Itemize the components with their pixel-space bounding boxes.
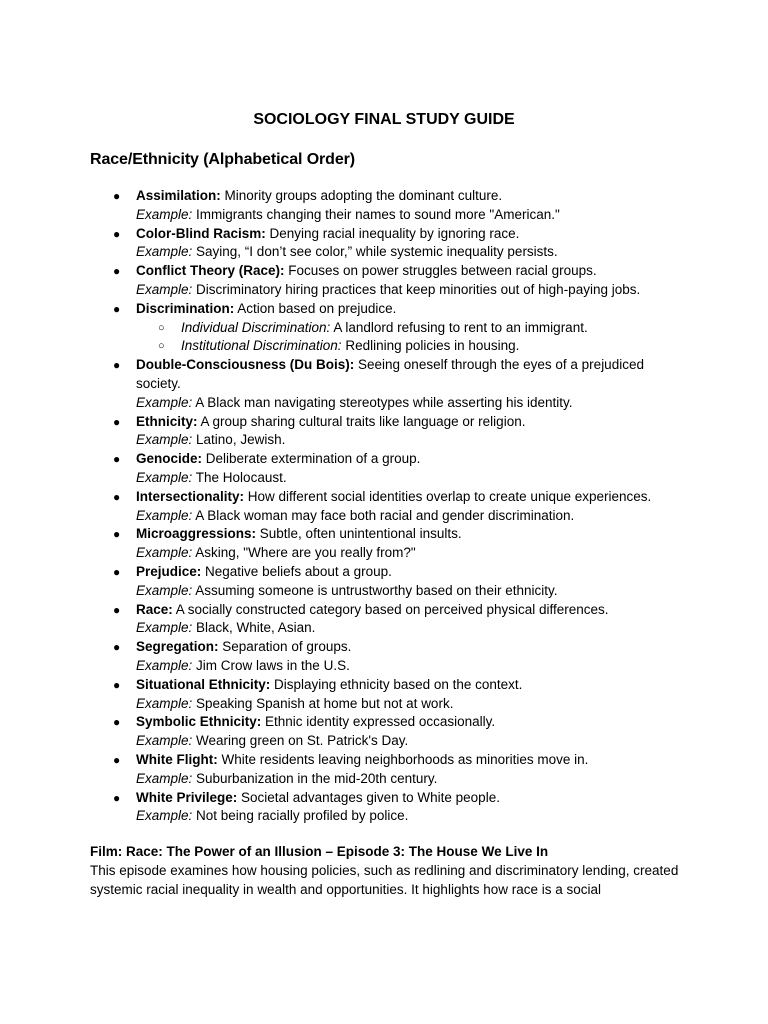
term-definition: Separation of groups. — [218, 639, 352, 655]
term-item — [90, 225, 690, 263]
sub-item-text: A landlord refusing to rent to an immigrant. — [330, 319, 588, 335]
sub-item-text: Redlining policies in housing. — [341, 338, 520, 354]
bullet-icon: ● — [113, 358, 121, 373]
example-label: Example: — [136, 770, 193, 786]
term-definition: Denying racial inequality by ignoring race. — [265, 225, 520, 241]
sub-list — [136, 319, 690, 357]
example-label: Example: — [136, 206, 193, 222]
term-label: Genocide: — [136, 451, 203, 467]
bullet-icon: ● — [113, 489, 121, 504]
example-label: Example: — [136, 582, 193, 598]
term-item — [90, 563, 690, 601]
term-item — [90, 713, 690, 751]
term-label: Discrimination: — [136, 300, 235, 316]
terms-list — [90, 187, 690, 826]
term-item — [90, 601, 690, 639]
term-label: White Flight: — [136, 751, 218, 767]
film-section — [90, 843, 690, 899]
term-item — [90, 751, 690, 789]
term-label: Microaggressions: — [136, 526, 257, 542]
term-item — [90, 789, 690, 827]
term-label: Color-Blind Racism: — [136, 225, 266, 241]
bullet-icon: ● — [113, 677, 121, 692]
example-label: Example: — [136, 281, 193, 297]
bullet-icon: ● — [113, 226, 121, 241]
term-label: Double-Consciousness (Du Bois): — [136, 357, 355, 373]
sub-item-label: Institutional Discrimination: — [181, 338, 342, 354]
term-label: Intersectionality: — [136, 488, 245, 504]
bullet-icon: ● — [113, 752, 121, 767]
example-label: Example: — [136, 244, 193, 260]
bullet-icon: ● — [113, 564, 121, 579]
example-label: Example: — [136, 507, 193, 523]
term-item — [90, 262, 690, 300]
term-definition: How different social identities overlap to create unique experiences. — [244, 488, 652, 504]
term-label: Assimilation: — [136, 188, 221, 203]
term-definition: Displaying ethnicity based on the context. — [270, 676, 523, 692]
term-item — [90, 638, 690, 676]
term-example: Discriminatory hiring practices that keep minorities out of high-paying jobs. — [192, 281, 641, 297]
example-label: Example: — [136, 808, 193, 824]
bullet-icon: ● — [113, 301, 121, 316]
term-example: Latino, Jewish. — [192, 432, 286, 448]
term-item — [90, 356, 690, 412]
term-item — [90, 450, 690, 488]
bullet-icon: ● — [113, 527, 121, 542]
term-label: Symbolic Ethnicity: — [136, 714, 262, 730]
example-label: Example: — [136, 733, 193, 749]
bullet-icon: ● — [113, 189, 121, 203]
bullet-icon: ● — [113, 264, 121, 279]
term-item — [90, 488, 690, 526]
term-definition: Ethnic identity expressed occasionally. — [261, 714, 496, 730]
example-label: Example: — [136, 620, 193, 636]
term-item — [90, 187, 690, 225]
sub-item — [136, 319, 690, 338]
term-label: Situational Ethnicity: — [136, 676, 271, 692]
term-definition: Subtle, often unintentional insults. — [256, 526, 462, 542]
term-example: Jim Crow laws in the U.S. — [192, 657, 350, 673]
term-example: Suburbanization in the mid-20th century. — [192, 770, 438, 786]
circle-bullet-icon: ○ — [158, 321, 165, 334]
term-example: Speaking Spanish at home but not at work. — [192, 695, 454, 711]
term-definition: Negative beliefs about a group. — [201, 563, 392, 579]
term-label: Prejudice: — [136, 563, 202, 579]
example-label: Example: — [136, 432, 193, 448]
bullet-icon: ● — [113, 640, 121, 655]
term-example: Asking, "Where are you really from?" — [192, 545, 416, 561]
term-item — [90, 300, 690, 356]
term-example: A Black woman may face both racial and gender discrimination. — [192, 507, 575, 523]
example-label: Example: — [136, 469, 193, 485]
sub-item — [136, 337, 690, 356]
term-item — [90, 525, 690, 563]
term-example: Not being racially profiled by police. — [192, 808, 409, 824]
term-example: Assuming someone is untrustworthy based on their ethnicity. — [192, 582, 558, 598]
term-definition: White residents leaving neighborhoods as minorities move in. — [217, 751, 589, 767]
example-label: Example: — [136, 695, 193, 711]
bullet-icon: ● — [113, 452, 121, 467]
term-definition: A group sharing cultural traits like language or religion. — [197, 413, 526, 429]
term-definition: Seeing oneself through the eyes of a prejudiced society. — [136, 357, 644, 391]
term-example: Immigrants changing their names to sound more "American." — [192, 206, 560, 222]
term-label: Segregation: — [136, 639, 219, 655]
term-definition: Minority groups adopting the dominant culture. — [220, 188, 503, 203]
term-example: The Holocaust. — [192, 469, 287, 485]
term-definition: Societal advantages given to White people. — [237, 789, 500, 805]
term-example: A Black man navigating stereotypes while asserting his identity. — [192, 394, 573, 410]
term-definition: Focuses on power struggles between racial groups. — [284, 263, 597, 279]
document-title: SOCIOLOGY FINAL STUDY GUIDE — [253, 111, 515, 128]
term-example: Saying, “I don’t see color,” while systemic inequality persists. — [192, 244, 558, 260]
term-example: Wearing green on St. Patrick's Day. — [192, 733, 409, 749]
term-label: White Privilege: — [136, 789, 238, 805]
bullet-icon: ● — [113, 414, 121, 429]
term-definition: Action based on prejudice. — [234, 300, 397, 316]
term-definition: A socially constructed category based on perceived physical differences. — [172, 601, 609, 617]
bullet-icon: ● — [113, 602, 121, 617]
term-item — [90, 413, 690, 451]
example-label: Example: — [136, 394, 193, 410]
term-example: Black, White, Asian. — [192, 620, 316, 636]
example-label: Example: — [136, 657, 193, 673]
term-label: Conflict Theory (Race): — [136, 263, 285, 279]
film-summary: This episode examines how housing policies, such as redlining and discriminatory lending, created systemic racial inequality in wealth and opportunities. It highlights how race is a social — [90, 862, 679, 897]
section-heading: Race/Ethnicity (Alphabetical Order) — [90, 151, 356, 168]
example-label: Example: — [136, 545, 193, 561]
term-definition: Deliberate extermination of a group. — [202, 451, 421, 467]
bullet-icon: ● — [113, 715, 121, 730]
bullet-icon: ● — [113, 790, 121, 805]
term-item — [90, 676, 690, 714]
circle-bullet-icon: ○ — [158, 340, 165, 353]
term-label: Ethnicity: — [136, 413, 198, 429]
sub-item-label: Individual Discrimination: — [181, 319, 331, 335]
term-label: Race: — [136, 601, 173, 617]
film-title: Film: Race: The Power of an Illusion – Episode 3: The House We Live In — [90, 844, 549, 859]
